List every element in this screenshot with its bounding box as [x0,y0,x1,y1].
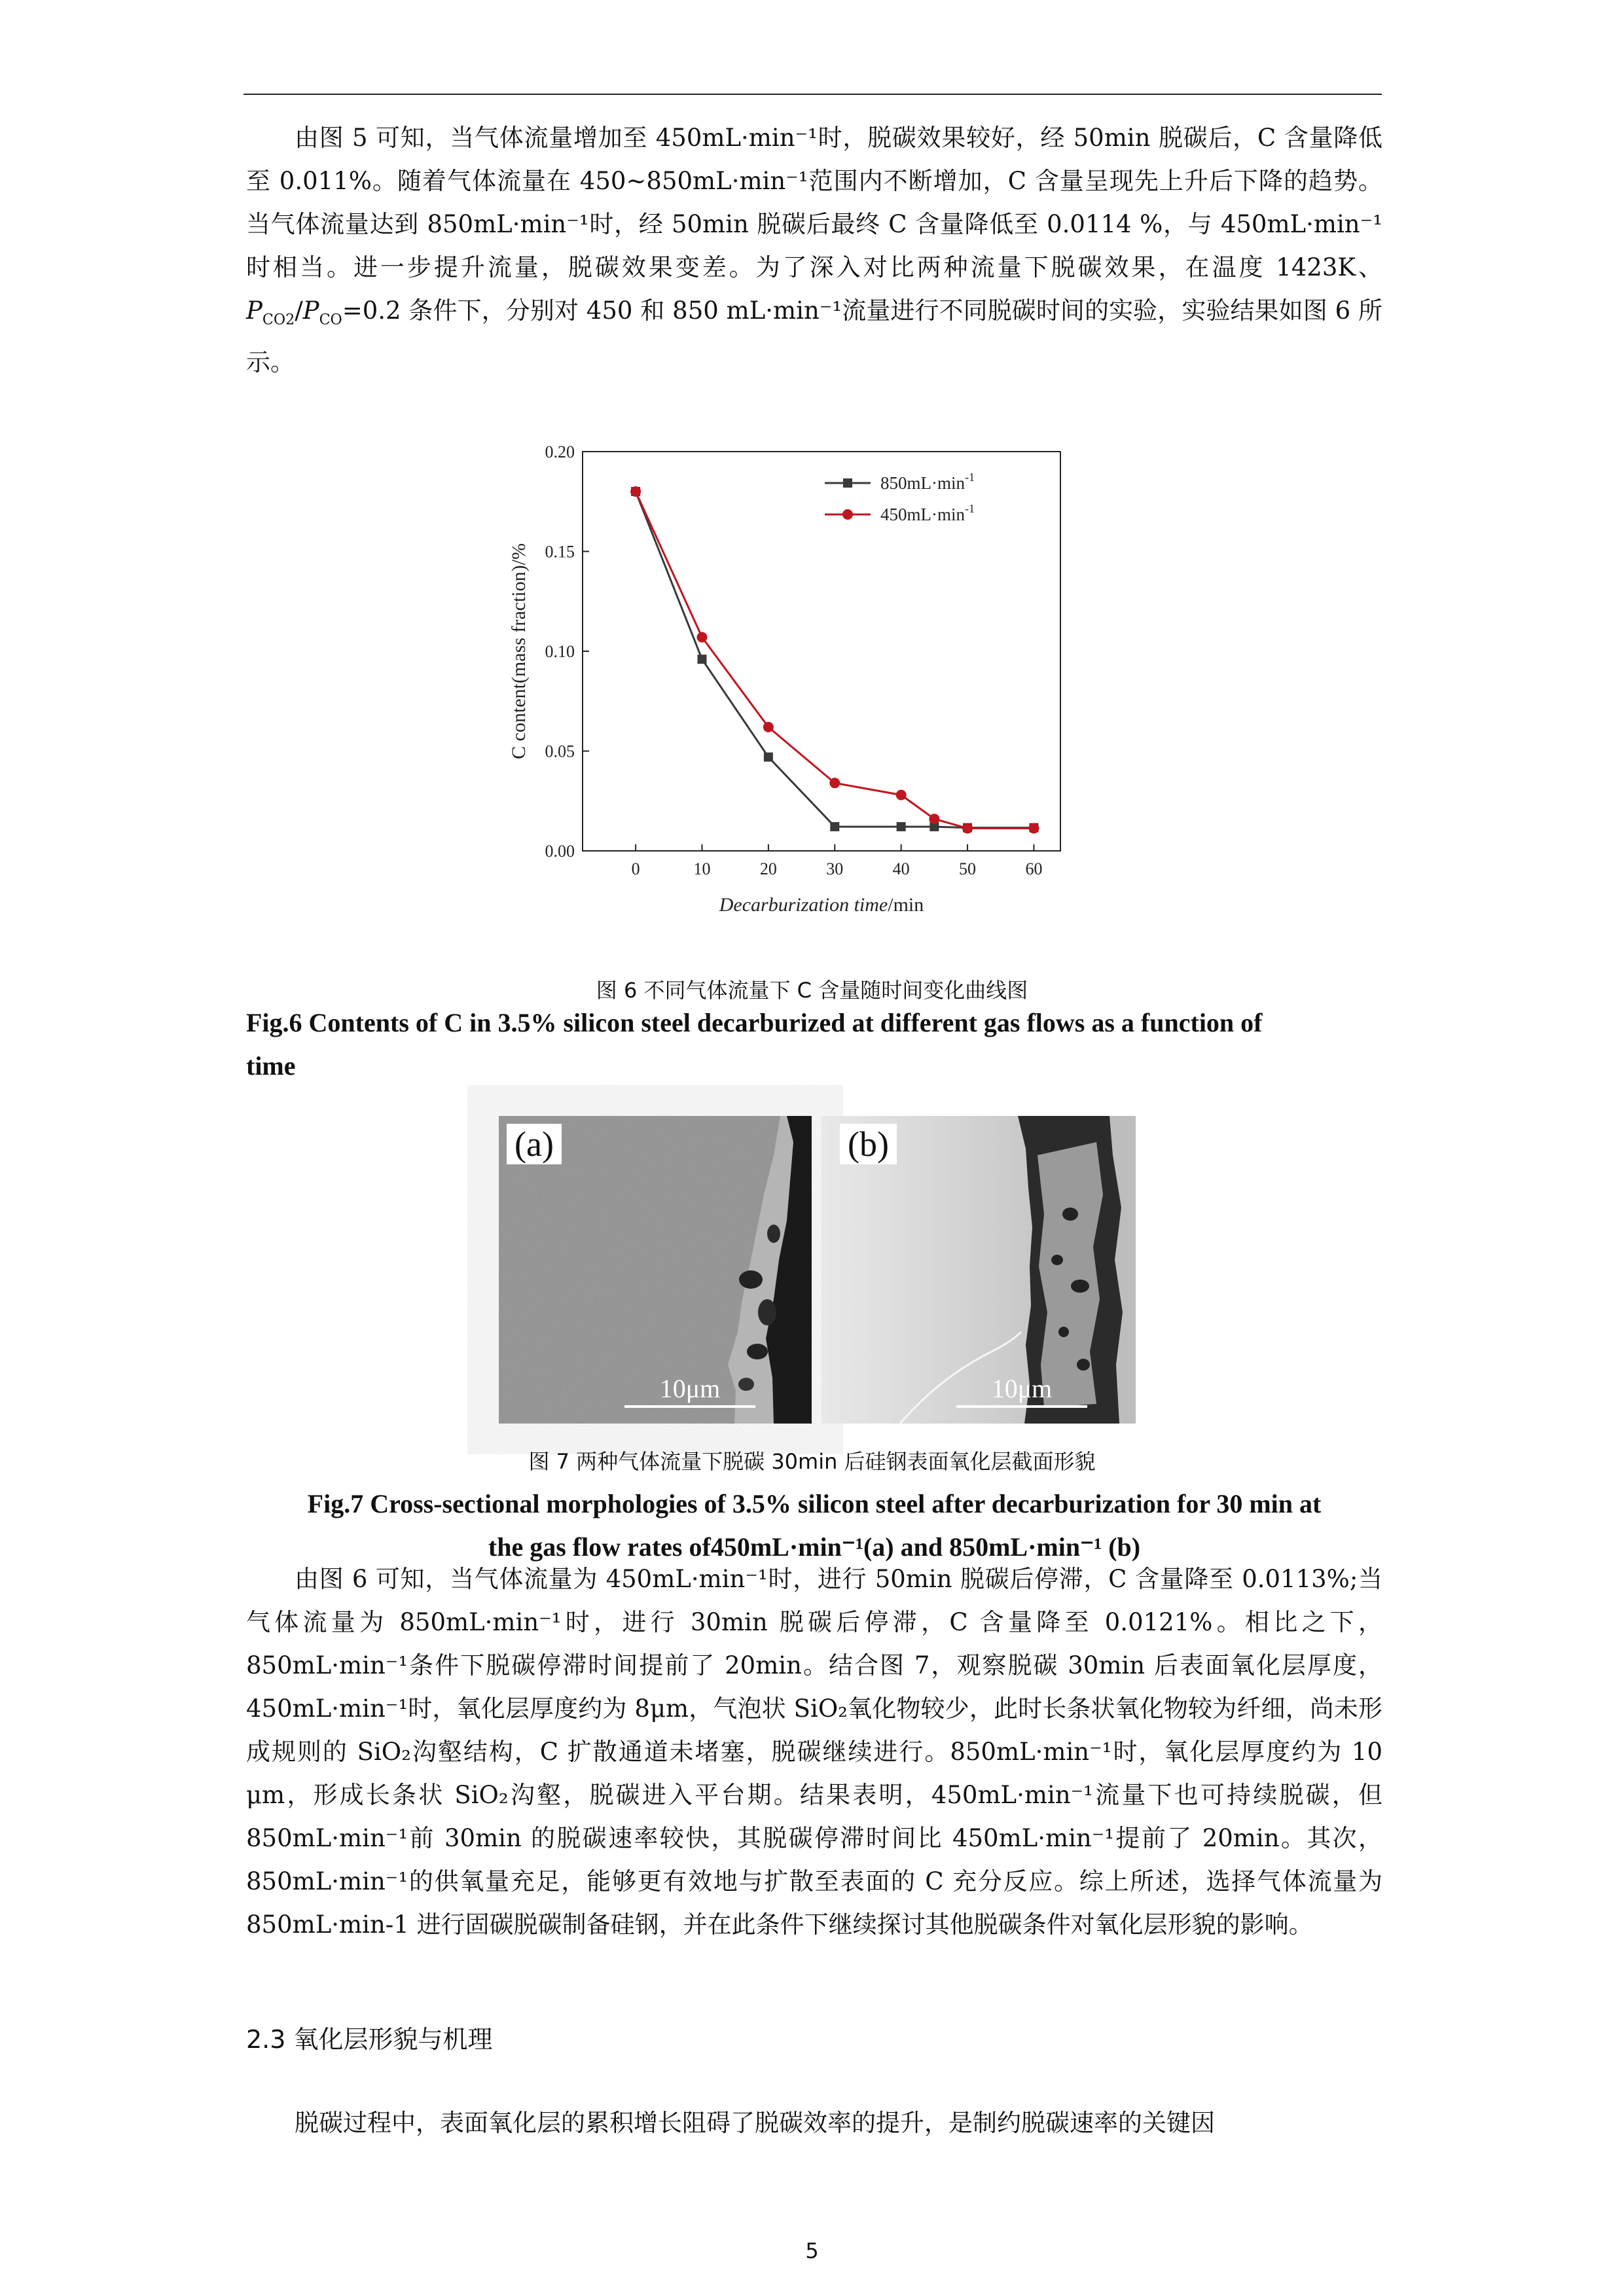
figure-6-chart [508,432,1100,929]
x-tick-label: 50 [959,859,977,878]
data-point [1028,823,1039,834]
plot-frame [583,452,1060,851]
scale-bar-a: 10μm [624,1373,755,1408]
legend-marker [843,478,852,488]
y-tick-label: 0.05 [545,742,575,761]
legend-label: $450mL\cdot\min^{-1}$ [880,502,975,524]
micrograph-b [821,1116,1136,1424]
x-axis-label: Decarburization time/min [719,894,924,916]
paragraph-1: 由图 5 可知，当气体流量增加至 450mL·min⁻¹时，脱碳效果较好，经 50min 脱碳后，C 含量降低至 0.011%。随着气体流量在 450~850mL·min⁻¹范围内不断增加，C 含量呈现先上升后下降的趋势。当气体流量达到 850mL·min⁻¹时，经 50min 脱碳后最终 C 含量降低至 0.0114 %，与 450mL·min⁻¹时相当。进一步提升流量，脱碳效果变差。为了深入对比两种流量下脱碳效果，在温度 1423K、$P_{CO2}/P_{CO}=0.2$ 条件下，分别对 450 和 850 mL·min⁻¹流量进行不同脱碳时间的实验，实验结果如图 6 所示。 [246,124,1383,377]
figure-7-caption-en: Fig.7 Cross-sectional morphologies of 3.5% silicon steel after decarburization for 30 min at the gas flow rates of450mL·min⁻¹(a) and 850mL·min⁻¹ (b) [307,1489,1322,1562]
legend-label: $850mL\cdot\min^{-1}$ [880,471,975,493]
panel-label-a: (a) [507,1124,562,1164]
y-tick-label: 0.20 [545,442,575,461]
data-point [829,778,840,788]
micrograph-a [499,1116,812,1424]
data-point [830,822,839,831]
figure-6-caption-cn: 图 6 不同气体流量下 C 含量随时间变化曲线图 [596,978,1028,1003]
section-heading: 2.3 氧化层形貌与机理 [246,2025,493,2054]
data-point [764,753,773,762]
x-tick-label: 0 [631,859,640,878]
figure-6-caption-en: Fig.6 Contents of C in 3.5% silicon steel decarburized at different gas flows as a function of time [246,1008,1263,1081]
y-tick-label: 0.10 [545,642,575,661]
x-tick-label: 40 [892,859,910,878]
y-axis-label: C content(mass fraction)/% [508,543,530,759]
data-point [630,486,641,497]
x-tick-label: 10 [693,859,711,878]
panel-label-b: (b) [840,1124,897,1164]
scale-bar-b: 10μm [956,1373,1087,1408]
data-point [763,722,774,732]
y-tick-label: 0.00 [545,842,575,861]
paragraph-2: 由图 6 可知，当气体流量为 450mL·min⁻¹时，进行 50min 脱碳后停滞，C 含量降至 0.0113%;当气体流量为 850mL·min⁻¹时，进行 30min 脱碳后停滞，C 含量降至 0.0121%。相比之下，850mL·min⁻¹条件下脱碳停滞时间提前了 20min。结合图 7，观察脱碳 30min 后表面氧化层厚度，450mL·min⁻¹时，氧化层厚度约为 8μm，气泡状 SiO₂氧化物较少，此时长条状氧化物较为纤细，尚未形成规则的 SiO₂沟壑结构，C 扩散通道未堵塞，脱碳继续进行。850mL·min⁻¹时，氧化层厚度约为 10 μm，形成长条状 SiO₂沟壑，脱碳进入平台期。结果表明，450mL·min⁻¹流量下也可持续脱碳，但 850mL·min⁻¹前 30min 的脱碳速率较快，其脱碳停滞时间比 450mL·min⁻¹提前了 20min。其次，850mL·min⁻¹的供氧量充足，能够更有效地与扩散至表面的 C 充分反应。综上所述，选择气体流量为 850mL·min-1 进行固碳脱碳制备硅钢，并在此条件下继续探讨其他脱碳条件对氧化层形貌的影响。 [246,1565,1382,1939]
paragraph-3: 脱碳过程中，表面氧化层的累积增长阻碍了脱碳效率的提升，是制约脱碳速率的关键因 [295,2109,1215,2137]
figure-7-caption-cn: 图 7 两种气体流量下脱碳 30min 后硅钢表面氧化层截面形貌 [528,1449,1096,1474]
x-tick-label: 60 [1025,859,1043,878]
legend-marker [842,509,853,520]
x-tick-label: 30 [826,859,844,878]
data-point [897,822,906,831]
x-tick-label: 20 [759,859,777,878]
data-point [929,814,939,824]
data-point [896,790,907,800]
header-rule [244,94,1382,95]
data-point [697,632,708,643]
page-number: 5 [805,2238,819,2263]
data-point [698,655,707,664]
line-chart [508,432,1100,929]
y-tick-label: 0.15 [545,542,575,562]
data-point [962,823,973,834]
series-line [636,492,1034,828]
